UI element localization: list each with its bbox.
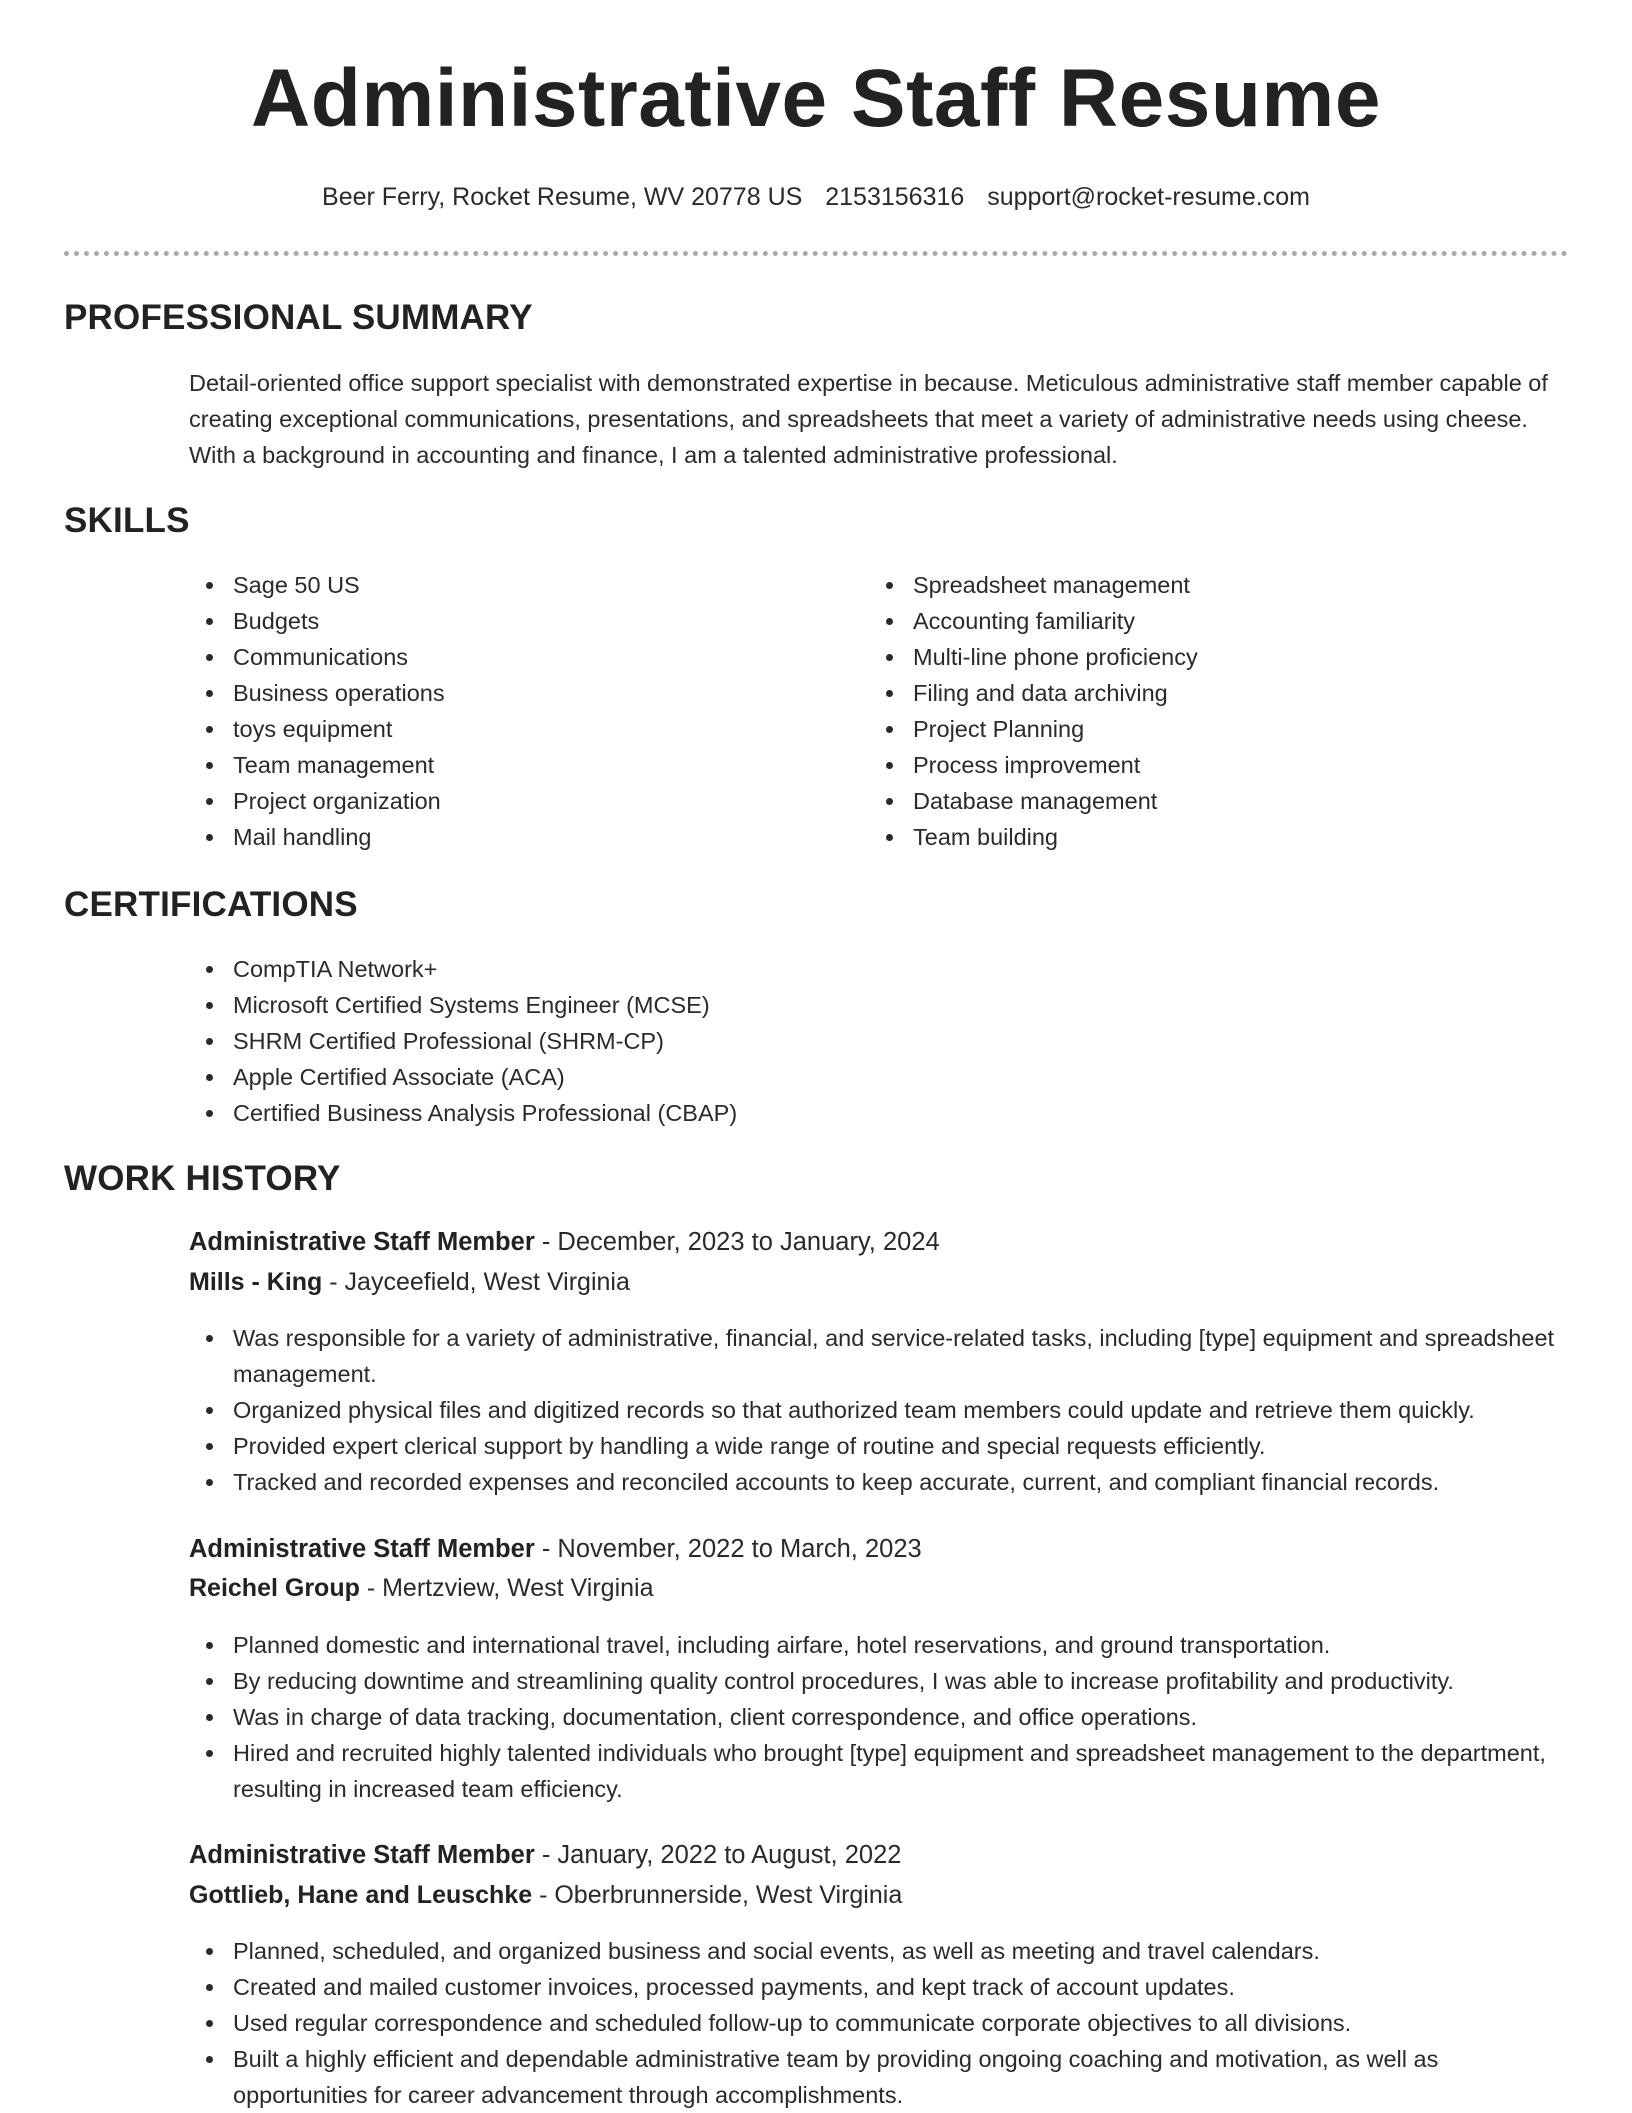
job-location: - Mertzview, West Virginia (359, 1574, 654, 1602)
list-item: Project Planning (869, 711, 1549, 747)
resume-title: Administrative Staff Resume (251, 53, 1381, 144)
list-item: Process improvement (869, 747, 1549, 783)
list-item: Mail handling (189, 819, 829, 855)
job-company-line (189, 1881, 902, 1910)
list-item: Team management (189, 747, 829, 783)
list-item: Created and mailed customer invoices, processed payments, and kept track of account updates. (189, 1969, 1559, 2005)
contact-phone: 2153156316 (825, 183, 965, 211)
certifications-list (189, 951, 1549, 1131)
list-item: By reducing downtime and streamlining quality control procedures, I was able to increase profitability and productivity. (189, 1663, 1559, 1699)
job-location: - Jayceefield, West Virginia (322, 1268, 630, 1296)
list-item: Used regular correspondence and scheduled follow-up to communicate corporate objectives to all divisions. (189, 2005, 1559, 2041)
list-item: Business operations (189, 675, 829, 711)
certifications-heading: CERTIFICATIONS (64, 885, 358, 924)
list-item: Hired and recruited highly talented individuals who brought [type] equipment and spreadsheet management to the department, resulting in increased team efficiency. (189, 1735, 1559, 1807)
contact-address: Beer Ferry, Rocket Resume, WV 20778 US (322, 183, 803, 211)
list-item: Was responsible for a variety of administrative, financial, and service-related tasks, including [type] equipment and spreadsheet management. (189, 1320, 1559, 1392)
list-item: Spreadsheet management (869, 567, 1549, 603)
job-bullets (189, 1933, 1559, 2113)
summary-text: Detail-oriented office support specialist with demonstrated expertise in because. Meticulous administrative staff member capable of creating exceptional communications, presentations, and spreadsheets that meet a variety of administrative needs using cheese. With a background in accounting and finance, I am a talented administrative professional. (189, 370, 1548, 468)
job-company-line (189, 1574, 653, 1603)
list-item: Tracked and recorded expenses and reconciled accounts to keep accurate, current, and compliant financial records. (189, 1464, 1559, 1500)
header-divider (64, 251, 1568, 256)
contact-line (0, 183, 1632, 212)
job-location: - Oberbrunnerside, West Virginia (532, 1881, 903, 1909)
list-item: Apple Certified Associate (ACA) (189, 1059, 1549, 1095)
list-item: Planned, scheduled, and organized business and social events, as well as meeting and travel calendars. (189, 1933, 1559, 1969)
job-bullets (189, 1627, 1559, 1807)
list-item: Sage 50 US (189, 567, 829, 603)
job-company: Mills - King (189, 1268, 323, 1296)
list-item: Team building (869, 819, 1549, 855)
list-item: Was in charge of data tracking, documentation, client correspondence, and office operations. (189, 1699, 1559, 1735)
job-title-line (189, 1841, 901, 1870)
list-item: Budgets (189, 603, 829, 639)
summary-heading: PROFESSIONAL SUMMARY (64, 298, 533, 337)
job-company: Gottlieb, Hane and Leuschke (189, 1881, 533, 1909)
skills-heading: SKILLS (64, 501, 190, 540)
list-item: Multi-line phone proficiency (869, 639, 1549, 675)
list-item: Microsoft Certified Systems Engineer (MCSE) (189, 987, 1549, 1023)
list-item: Project organization (189, 783, 829, 819)
list-item: Planned domestic and international travel, including airfare, hotel reservations, and ground transportation. (189, 1627, 1559, 1663)
job-dates: - December, 2023 to January, 2024 (534, 1228, 940, 1256)
list-item: Filing and data archiving (869, 675, 1549, 711)
list-item: SHRM Certified Professional (SHRM-CP) (189, 1023, 1549, 1059)
list-item: Certified Business Analysis Professional (CBAP) (189, 1095, 1549, 1131)
list-item: toys equipment (189, 711, 829, 747)
list-item: CompTIA Network+ (189, 951, 1549, 987)
job-dates: - January, 2022 to August, 2022 (534, 1841, 902, 1869)
job-title-line (189, 1228, 940, 1257)
job-bullets (189, 1320, 1559, 1500)
job-title-line (189, 1535, 922, 1564)
list-item: Organized physical files and digitized records so that authorized team members could update and retrieve them quickly. (189, 1392, 1559, 1428)
job-company: Reichel Group (189, 1574, 360, 1602)
contact-email: support@rocket-resume.com (987, 183, 1310, 211)
list-item: Built a highly efficient and dependable administrative team by providing ongoing coaching and motivation, as well as opportunities for career advancement through accomplishments. (189, 2041, 1559, 2113)
job-title: Administrative Staff Member (189, 1841, 535, 1869)
job-title: Administrative Staff Member (189, 1228, 535, 1256)
list-item: Communications (189, 639, 829, 675)
work-history-heading: WORK HISTORY (64, 1159, 341, 1198)
list-item: Accounting familiarity (869, 603, 1549, 639)
job-company-line (189, 1268, 630, 1297)
list-item: Provided expert clerical support by handling a wide range of routine and special requests efficiently. (189, 1428, 1559, 1464)
list-item: Database management (869, 783, 1549, 819)
job-dates: - November, 2022 to March, 2023 (534, 1535, 922, 1563)
skills-list-left (189, 567, 829, 855)
skills-list-right (869, 567, 1549, 855)
job-title: Administrative Staff Member (189, 1535, 535, 1563)
